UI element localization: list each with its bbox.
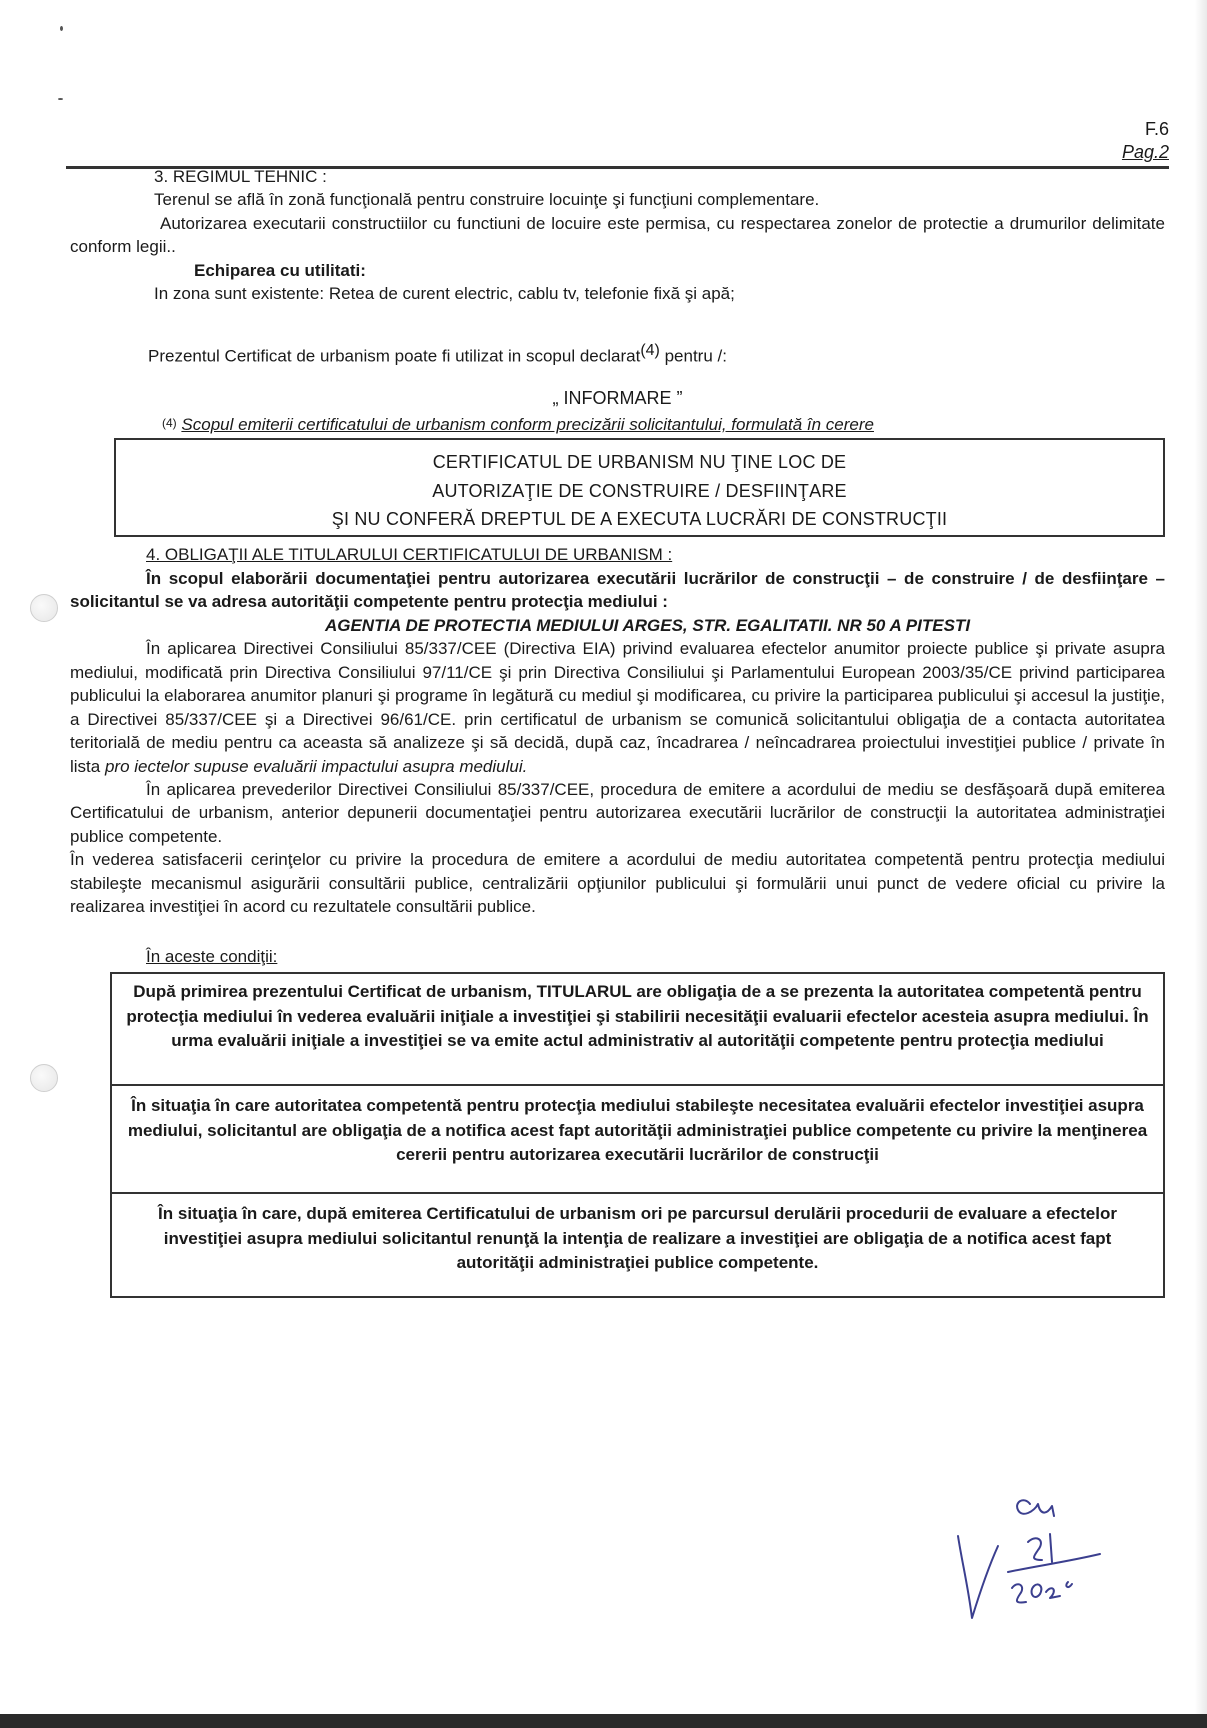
directive-text-italic: pro iectelor supuse evaluării impactului asupra mediului.	[104, 756, 528, 776]
directive-text: În aplicarea Directivei Consiliului 85/337/CEE (Directiva EIA) privind evaluarea efectelor anumitor proiecte publice şi private asupra mediului, modificată prin Directiva Consiliului 97/11/CE şi prin Directiva Consiliului şi Parlamentului European 2003/35/CE privind participarea publicului la elaborarea anumitor planuri şi programe în legătură cu mediul şi modificarea, cu privire la participarea publicului şi accesul la justiţie, a Directivei 85/337/CEE şi a Directivei 96/61/CE. prin certificatul de urbanism se comunică solicitantului obligaţia de a contacta autoritatea teritorială de mediu pentru ca aceasta să analizeze şi să decidă, după caz, încadrarea / neîncadrarea proiectului investiţiei publice / private în lista	[70, 639, 1165, 776]
scan-edge	[1195, 0, 1207, 1714]
footnote-mark: (4)	[162, 415, 177, 430]
section3-paragraph: Autorizarea executarii constructiilor cu functiuni de locuire este permisa, cu respectarea zonelor de protectie a drumurilor delimitate conform legii..	[70, 213, 1165, 257]
condition-box: După primirea prezentului Certificat de urbanism, TITULARUL are obligaţia de a se prezenta la autoritatea competentă pentru protecţia mediului în vederea evaluării iniţiale a investiţiei şi stabilirii necesităţii evaluarii efectelor acesteia asupra mediului. În urma evaluării iniţiale a investiţiei se va emite actul administrativ al autorităţii competente pentru protecţia mediului	[110, 972, 1165, 1086]
notice-line: CERTIFICATUL DE URBANISM NU ŢINE LOC DE	[432, 452, 847, 473]
utilities-text: In zona sunt existente: Retea de curent electric, cablu tv, telefonie fixă şi apă;	[154, 284, 735, 304]
section4-paragraph	[70, 637, 1165, 778]
environment-agency: AGENTIA DE PROTECTIA MEDIULUI ARGES, STR. EGALITATII. NR 50 A PITESTI	[324, 615, 971, 635]
section4-paragraph: În vederea satisfacerii cerinţelor cu privire la procedura de emitere a acordului de mediu autoritatea competentă pentru protecţia mediului stabileşte mecanismul asigurării consultării publice, centralizării opţiunilor publicului şi formulării unui punct de vedere oficial cu privire la realizarea investiţiei în acord cu rezultatele consultării publice.	[70, 850, 1165, 917]
footnote-text: Scopul emiterii certificatului de urbanism conform precizării solicitantului, formulată în cerere	[181, 414, 874, 434]
page-header	[1122, 118, 1169, 165]
section4-paragraph: În aplicarea prevederilor Directivei Consiliului 85/337/CEE, procedura de emitere a acordului de mediu se desfăşoară după emiterea Certificatului de urbanism, anterior depunerii documentaţiei pentru autorizarea executării lucrărilor de construcţii la autoritatea administraţiei publice competente.	[70, 779, 1165, 846]
conditions-label: În aceste condiţii:	[146, 946, 278, 966]
footnote	[70, 413, 1165, 436]
notice-line: ŞI NU CONFERĂ DREPTUL DE A EXECUTA LUCRĂRI DE CONSTRUCŢII	[331, 508, 948, 529]
purpose-value: „ INFORMARE ”	[552, 387, 683, 408]
section4-title: 4. OBLIGAŢII ALE TITULARULUI CERTIFICATULUI DE URBANISM :	[146, 545, 673, 565]
utilities-title: Echiparea cu utilitati:	[194, 260, 366, 280]
scan-border	[0, 1714, 1207, 1728]
notice-line: AUTORIZAŢIE DE CONSTRUIRE / DESFIINŢARE	[432, 480, 847, 501]
condition-box: În situaţia în care autoritatea competentă pentru protecţia mediului stabileşte necesitatea evaluării efectelor investiţiei asupra mediului, solicitantul are obligaţia de a notifica acest fapt autorităţii administraţiei publice competente cu privire la menţinerea cererii pentru autorizarea executării lucrărilor de construcţii	[110, 1086, 1165, 1194]
handwritten-signature	[950, 1480, 1120, 1630]
scan-speck	[58, 98, 63, 100]
section3-paragraph: Terenul se află în zonă funcţională pentru construire locuinţe şi funcţiuni complementare.	[154, 190, 820, 210]
purpose-statement	[70, 340, 1165, 368]
condition-box: În situaţia în care, după emiterea Certificatului de urbanism ori pe parcursul derulării procedurii de evaluare a efectelor investiţiei asupra mediului solicitantul renunţă la intenţia de realizare a investiţiei are obligaţia de a notifica acest fapt autorităţii administraţiei publice competente.	[110, 1194, 1165, 1298]
punch-hole	[30, 1064, 58, 1092]
footnote-ref: (4)	[640, 341, 660, 359]
section3-title: 3. REGIMUL TEHNIC :	[154, 167, 327, 186]
scan-speck	[60, 26, 63, 31]
purpose-suffix: pentru /:	[659, 346, 727, 366]
form-code: F.6	[1144, 119, 1169, 139]
punch-hole	[30, 594, 58, 622]
page-number: Pag.2	[1121, 142, 1169, 163]
purpose-text: Prezentul Certificat de urbanism poate fi utilizat in scopul declarat	[148, 346, 641, 366]
section4-lead: În scopul elaborării documentaţiei pentru autorizarea executării lucrărilor de construcţii – de construire / de desfiinţare – solicitantul se va adresa autorităţii competente pentru protecţia mediului :	[70, 568, 1165, 612]
document-body	[70, 166, 1165, 1298]
notice-box	[114, 438, 1165, 537]
